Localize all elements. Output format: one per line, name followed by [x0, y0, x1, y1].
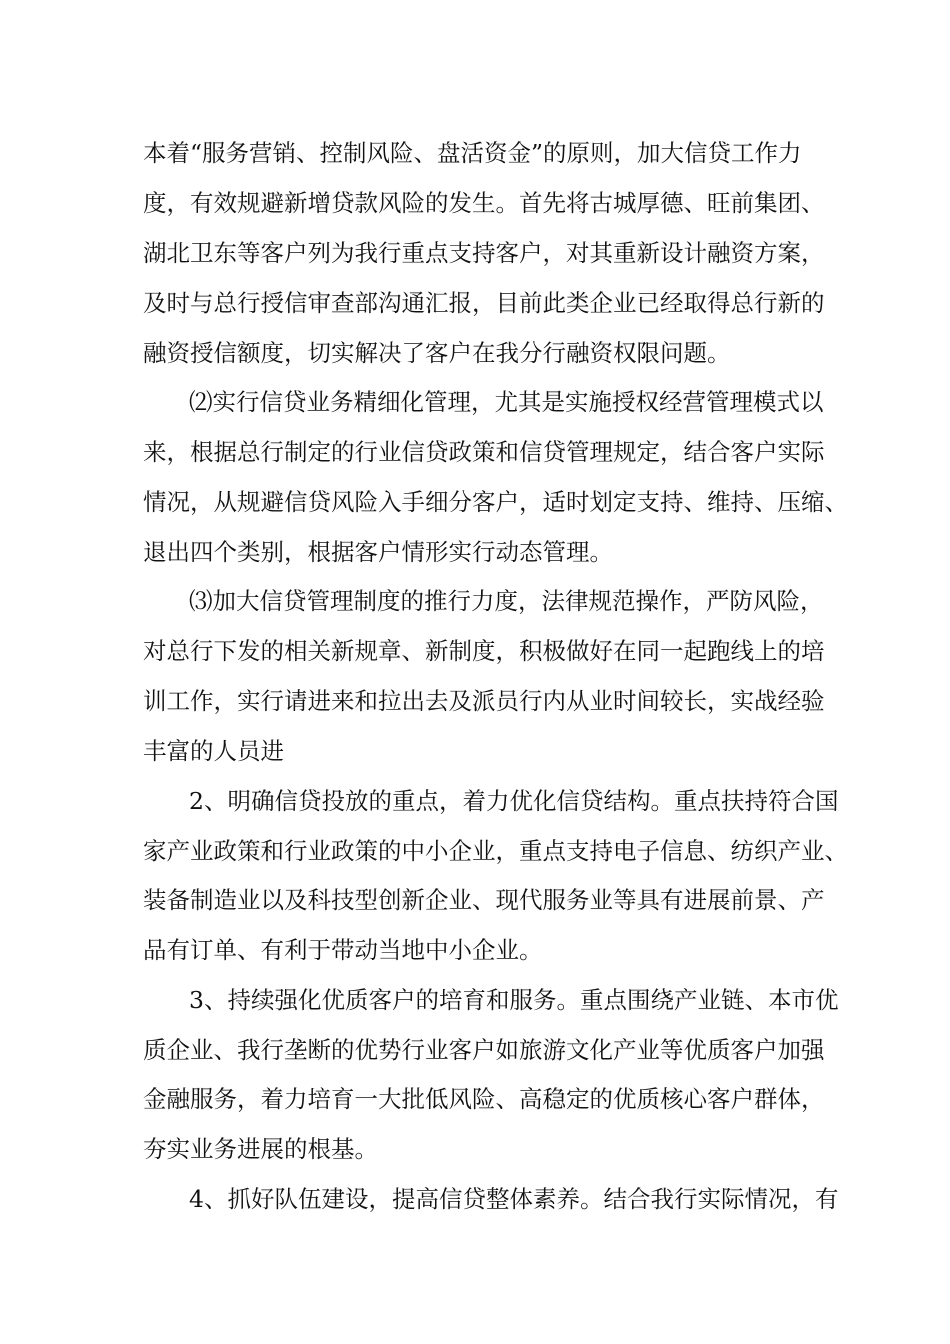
- text-line: 家产业政策和行业政策的中小企业，重点支持电子信息、纺织产业、: [143, 837, 848, 865]
- text-line: 及时与总行授信审查部沟通汇报，目前此类企业已经取得总行新的: [143, 289, 825, 317]
- text-line: 度，有效规避新增贷款风险的发生。首先将古城厚德、旺前集团、: [143, 189, 825, 217]
- text-line: ⑶加大信贷管理制度的推行力度，法律规范操作，严防风险，: [189, 587, 824, 615]
- text-line: 3、持续强化优质客户的培育和服务。重点围绕产业链、本市优: [189, 986, 839, 1014]
- text-line: ⑵实行信贷业务精细化管理，尤其是实施授权经营管理模式以: [189, 388, 824, 416]
- text-line: 丰富的人员进: [143, 737, 284, 765]
- text-line: 质企业、我行垄断的优势行业客户如旅游文化产业等优质客户加强: [143, 1036, 825, 1064]
- text-line: 来，根据总行制定的行业信贷政策和信贷管理规定，结合客户实际: [143, 438, 825, 466]
- text-line: 装备制造业以及科技型创新企业、现代服务业等具有进展前景、产: [143, 886, 825, 914]
- text-line: 本着“服务营销、控制风险、盘活资金”的原则，加大信贷工作力: [143, 139, 802, 167]
- text-line: 融资授信额度，切实解决了客户在我分行融资权限问题。: [143, 339, 731, 367]
- text-line: 情况，从规避信贷风险入手细分客户，适时划定支持、维持、压缩、: [143, 488, 848, 516]
- text-line: 对总行下发的相关新规章、新制度，积极做好在同一起跑线上的培: [143, 637, 825, 665]
- text-line: 2、明确信贷投放的重点，着力优化信贷结构。重点扶持符合国: [189, 787, 839, 815]
- text-line: 夯实业务进展的根基。: [143, 1135, 378, 1163]
- text-line: 4、抓好队伍建设，提高信贷整体素养。结合我行实际情况，有: [189, 1185, 839, 1213]
- text-line: 金融服务，着力培育一大批低风险、高稳定的优质核心客户群体，: [143, 1085, 825, 1113]
- text-line: 训工作，实行请进来和拉出去及派员行内从业时间较长，实战经验: [143, 687, 825, 715]
- text-line: 品有订单、有利于带动当地中小企业。: [143, 936, 543, 964]
- text-line: 湖北卫东等客户列为我行重点支持客户，对其重新设计融资方案，: [143, 239, 825, 267]
- text-line: 退出四个类别，根据客户情形实行动态管理。: [143, 538, 613, 566]
